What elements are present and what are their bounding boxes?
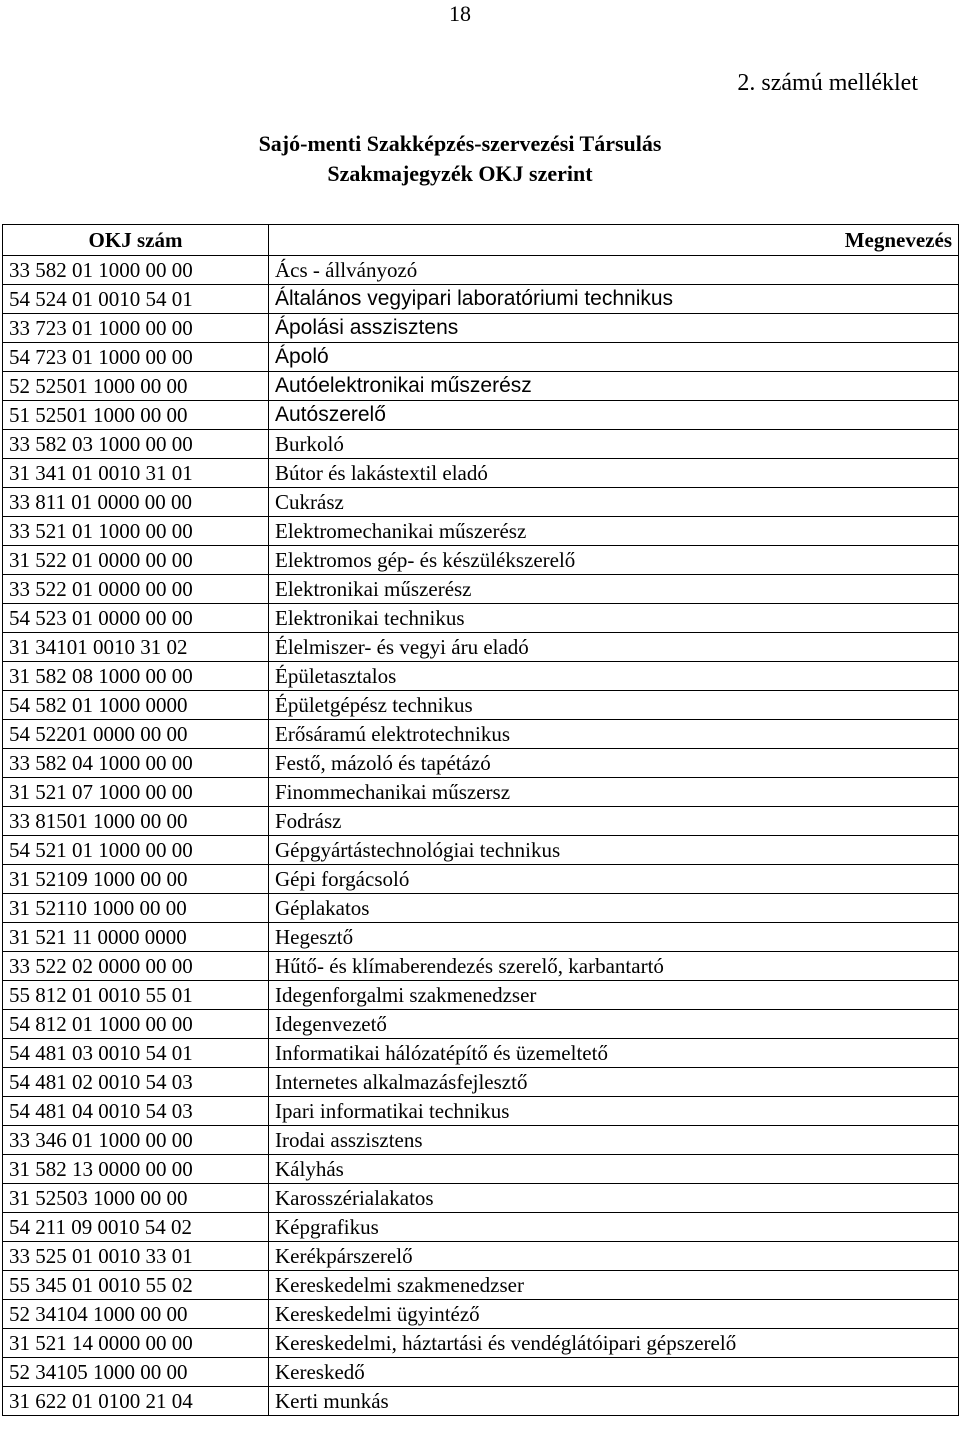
profession-name-cell: Általános vegyipari laboratóriumi technikus: [269, 285, 959, 314]
document-title: Sajó-menti Szakképzés-szervezési Társulás: [258, 131, 662, 156]
table-row: [3, 894, 959, 923]
profession-name-cell: Ács - állványozó: [269, 256, 959, 285]
okj-code-cell: 31 522 01 0000 00 00: [3, 546, 269, 575]
table-row: [3, 575, 959, 604]
profession-name-cell: Kereskedelmi ügyintéző: [269, 1300, 959, 1329]
profession-name-cell: Erősáramú elektrotechnikus: [269, 720, 959, 749]
okj-code-cell: 31 521 11 0000 0000: [3, 923, 269, 952]
table-row: [3, 1068, 959, 1097]
okj-code-cell: 33 521 01 1000 00 00: [3, 517, 269, 546]
profession-name-cell: Élelmiszer- és vegyi áru eladó: [269, 633, 959, 662]
table-row: [3, 488, 959, 517]
table-row: [3, 517, 959, 546]
table-row: [3, 865, 959, 894]
table-row: [3, 1097, 959, 1126]
okj-code-cell: 33 346 01 1000 00 00: [3, 1126, 269, 1155]
table-row: [3, 314, 959, 343]
table-row: [3, 720, 959, 749]
profession-name-cell: Festő, mázoló és tapétázó: [269, 749, 959, 778]
profession-name-cell: Épületgépész technikus: [269, 691, 959, 720]
profession-name-cell: Kályhás: [269, 1155, 959, 1184]
table-row: [3, 981, 959, 1010]
okj-code-cell: 54 52201 0000 00 00: [3, 720, 269, 749]
profession-name-cell: Karosszérialakatos: [269, 1184, 959, 1213]
profession-name-cell: Ápolási asszisztens: [269, 314, 959, 343]
table-row: [3, 1300, 959, 1329]
table-row: [3, 1329, 959, 1358]
profession-name-cell: Kerékpárszerelő: [269, 1242, 959, 1271]
table-row: [3, 343, 959, 372]
okj-code-cell: 31 52109 1000 00 00: [3, 865, 269, 894]
table-row: [3, 604, 959, 633]
profession-name-cell: Informatikai hálózatépítő és üzemeltető: [269, 1039, 959, 1068]
okj-code-cell: 33 811 01 0000 00 00: [3, 488, 269, 517]
table-row: [3, 256, 959, 285]
okj-code-cell: 54 812 01 1000 00 00: [3, 1010, 269, 1039]
profession-name-cell: Ápoló: [269, 343, 959, 372]
profession-name-cell: Internetes alkalmazásfejlesztő: [269, 1068, 959, 1097]
table-row: [3, 633, 959, 662]
profession-name-cell: Finommechanikai műszersz: [269, 778, 959, 807]
okj-code-cell: 54 524 01 0010 54 01: [3, 285, 269, 314]
profession-name-cell: Gépgyártástechnológiai technikus: [269, 836, 959, 865]
profession-name-cell: Gépi forgácsoló: [269, 865, 959, 894]
okj-code-cell: 54 211 09 0010 54 02: [3, 1213, 269, 1242]
okj-code-cell: 54 481 02 0010 54 03: [3, 1068, 269, 1097]
table-row: [3, 1010, 959, 1039]
profession-name-cell: Idegenforgalmi szakmenedzser: [269, 981, 959, 1010]
profession-name-cell: Hűtő- és klímaberendezés szerelő, karbantartó: [269, 952, 959, 981]
profession-name-cell: Autóelektronikai műszerész: [269, 372, 959, 401]
table-row: [3, 1387, 959, 1416]
table-row: [3, 401, 959, 430]
profession-name-cell: Irodai asszisztens: [269, 1126, 959, 1155]
profession-name-cell: Idegenvezető: [269, 1010, 959, 1039]
okj-code-cell: 54 481 04 0010 54 03: [3, 1097, 269, 1126]
header-name: Megnevezés: [269, 225, 959, 256]
table-row: [3, 749, 959, 778]
okj-code-cell: 31 521 07 1000 00 00: [3, 778, 269, 807]
profession-name-cell: Fodrász: [269, 807, 959, 836]
table-row: [3, 923, 959, 952]
table-row: [3, 1126, 959, 1155]
okj-code-cell: 31 52503 1000 00 00: [3, 1184, 269, 1213]
okj-code-cell: 33 582 01 1000 00 00: [3, 256, 269, 285]
profession-name-cell: Hegesztő: [269, 923, 959, 952]
okj-code-cell: 52 34105 1000 00 00: [3, 1358, 269, 1387]
document-subtitle: Szakmajegyzék OKJ szerint: [327, 161, 593, 186]
table-row: [3, 1358, 959, 1387]
okj-code-cell: 52 52501 1000 00 00: [3, 372, 269, 401]
profession-name-cell: Elektronikai technikus: [269, 604, 959, 633]
profession-name-cell: Autószerelő: [269, 401, 959, 430]
profession-name-cell: Képgrafikus: [269, 1213, 959, 1242]
table-row: [3, 1242, 959, 1271]
table-row: [3, 546, 959, 575]
table-row: [3, 778, 959, 807]
table-row: [3, 1271, 959, 1300]
okj-code-cell: 31 34101 0010 31 02: [3, 633, 269, 662]
table-row: [3, 691, 959, 720]
okj-code-cell: 33 582 04 1000 00 00: [3, 749, 269, 778]
profession-name-cell: Kereskedő: [269, 1358, 959, 1387]
profession-name-cell: Burkoló: [269, 430, 959, 459]
okj-code-cell: 54 582 01 1000 0000: [3, 691, 269, 720]
okj-code-cell: 52 34104 1000 00 00: [3, 1300, 269, 1329]
okj-code-cell: 54 481 03 0010 54 01: [3, 1039, 269, 1068]
profession-name-cell: Elektronikai műszerész: [269, 575, 959, 604]
okj-code-cell: 33 522 01 0000 00 00: [3, 575, 269, 604]
profession-name-cell: Elektromechanikai műszerész: [269, 517, 959, 546]
table-row: [3, 285, 959, 314]
table-row: [3, 430, 959, 459]
okj-code-cell: 55 812 01 0010 55 01: [3, 981, 269, 1010]
okj-code-cell: 54 523 01 0000 00 00: [3, 604, 269, 633]
profession-name-cell: Kereskedelmi szakmenedzser: [269, 1271, 959, 1300]
table-row: [3, 1213, 959, 1242]
profession-name-cell: Bútor és lakástextil eladó: [269, 459, 959, 488]
table-row: [3, 372, 959, 401]
table-row: [3, 952, 959, 981]
profession-name-cell: Épületasztalos: [269, 662, 959, 691]
table-row: [3, 662, 959, 691]
table-row: [3, 1155, 959, 1184]
table-row: [3, 1039, 959, 1068]
profession-name-cell: Ipari informatikai technikus: [269, 1097, 959, 1126]
profession-name-cell: Géplakatos: [269, 894, 959, 923]
okj-code-cell: 31 622 01 0100 21 04: [3, 1387, 269, 1416]
okj-table: [2, 224, 959, 1416]
okj-code-cell: 54 521 01 1000 00 00: [3, 836, 269, 865]
okj-code-cell: 55 345 01 0010 55 02: [3, 1271, 269, 1300]
page-number: 18: [449, 1, 471, 26]
okj-code-cell: 33 525 01 0010 33 01: [3, 1242, 269, 1271]
table-header-row: [3, 225, 959, 256]
table-row: [3, 807, 959, 836]
okj-code-cell: 33 522 02 0000 00 00: [3, 952, 269, 981]
okj-code-cell: 33 81501 1000 00 00: [3, 807, 269, 836]
okj-code-cell: 33 723 01 1000 00 00: [3, 314, 269, 343]
okj-code-cell: 33 582 03 1000 00 00: [3, 430, 269, 459]
table-row: [3, 1184, 959, 1213]
profession-name-cell: Cukrász: [269, 488, 959, 517]
profession-name-cell: Kereskedelmi, háztartási és vendéglátóipari gépszerelő: [269, 1329, 959, 1358]
header-okj-code: OKJ szám: [3, 225, 269, 256]
profession-name-cell: Elektromos gép- és készülékszerelő: [269, 546, 959, 575]
annex-label: 2. számú melléklet: [737, 70, 918, 96]
table-row: [3, 459, 959, 488]
profession-name-cell: Kerti munkás: [269, 1387, 959, 1416]
table-row: [3, 836, 959, 865]
okj-code-cell: 31 341 01 0010 31 01: [3, 459, 269, 488]
okj-code-cell: 51 52501 1000 00 00: [3, 401, 269, 430]
okj-code-cell: 54 723 01 1000 00 00: [3, 343, 269, 372]
okj-code-cell: 31 582 08 1000 00 00: [3, 662, 269, 691]
okj-code-cell: 31 582 13 0000 00 00: [3, 1155, 269, 1184]
okj-code-cell: 31 52110 1000 00 00: [3, 894, 269, 923]
okj-code-cell: 31 521 14 0000 00 00: [3, 1329, 269, 1358]
